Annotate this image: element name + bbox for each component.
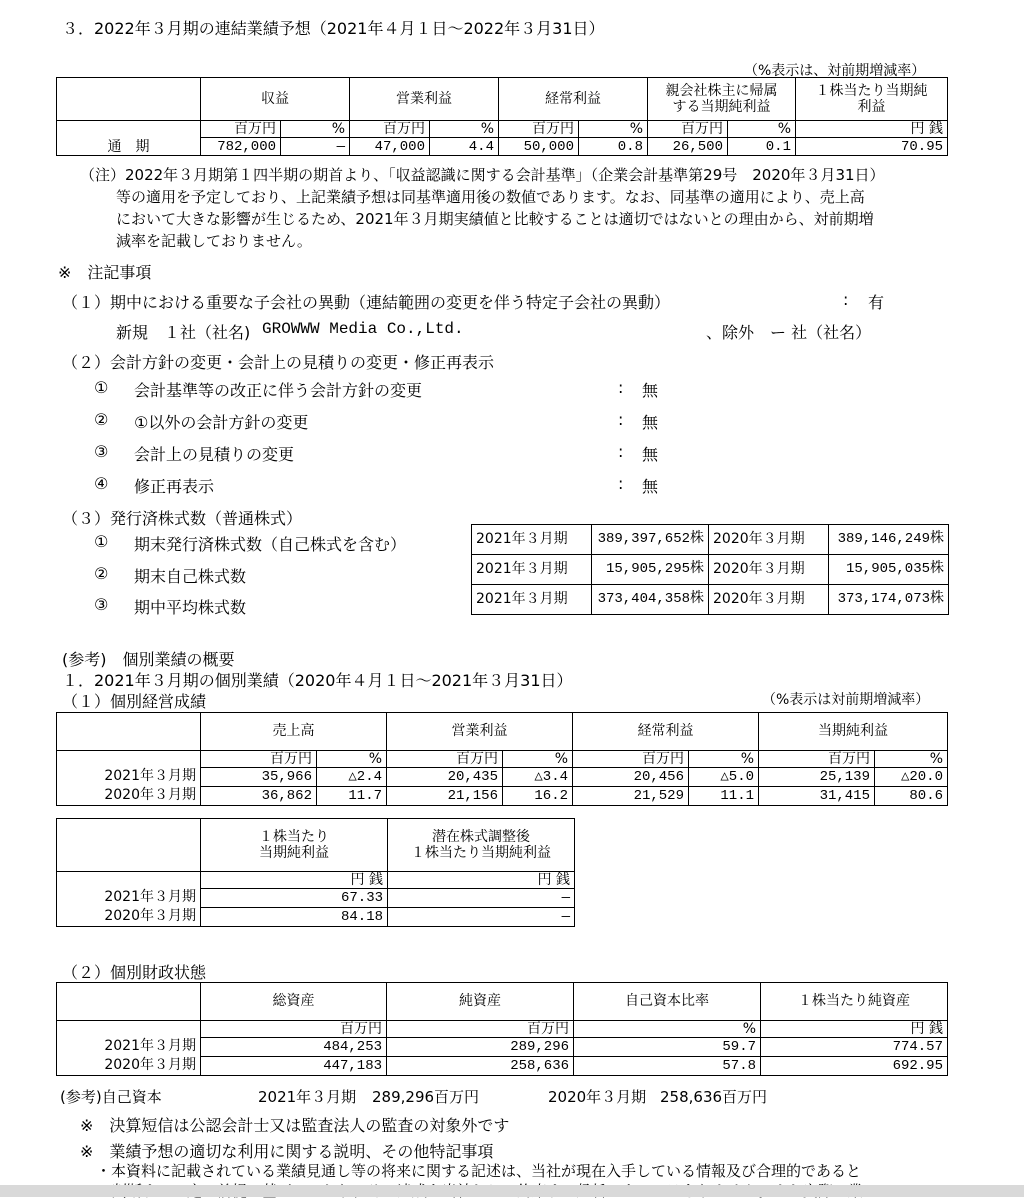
unit-cell: % [875,751,948,768]
forecast-header-net-income: 親会社株主に帰属 する当期純利益 [648,78,796,121]
value-cell: 31,415 [759,787,875,806]
forecast-title: ３．2022年３月期の連結業績予想（2021年４月１日～2022年３月31日） [62,19,605,38]
note-line: 減率を記載しておりません。 [116,232,312,250]
reference-sub2: （２）個別財政状態 [62,963,207,982]
value-cell: △3.4 [503,768,573,787]
notes-item3-num: ① [94,532,109,551]
forecast-pct-note: （%表示は、対前期増減率） [744,63,926,79]
notes-item2-num: ④ [94,474,109,493]
unit-cell: 円 銭 [761,1021,948,1038]
shares-period: 2021年３月期 [472,555,592,585]
shares-value: 373,404,358株 [592,585,709,615]
unit-cell: % [430,121,499,138]
reference-sub1: （１）個別経営成績 [62,692,207,711]
value-cell: 21,529 [573,787,689,806]
unit-cell: % [579,121,648,138]
value-cell: 0.1 [728,138,796,156]
reference-heading: (参考) 個別業績の概要 [62,650,235,669]
notes-item2-num: ③ [94,442,109,461]
value-cell: 11.1 [689,787,759,806]
shares-value: 15,905,035株 [829,555,949,585]
value-cell: 67.33 [201,889,388,908]
unit-cell: % [728,121,796,138]
operating-results-table [56,712,948,806]
forecast-note [80,164,885,252]
unit-cell: 百万円 [201,1021,387,1038]
reference-pct-note: （%表示は対前期増減率） [762,692,930,708]
value-cell: 50,000 [499,138,579,156]
unit-cell: 百万円 [387,751,503,768]
shares-period: 2020年３月期 [709,585,829,615]
equity-label: (参考)自己資本 [60,1088,162,1106]
eps-header-diluted: 潜在株式調整後 １株当たり当期純利益 [388,819,575,872]
shares-value: 389,397,652株 [592,525,709,555]
op-row-label: 2020年３月期 [104,787,196,804]
unit-cell: % [574,1021,761,1038]
note-line: において大きな影響が生じるため、2021年３月期実績値と比較することは適切ではないとの理由から、対前期増 [116,210,874,228]
unit-cell: 百万円 [387,1021,574,1038]
note-line: （注）2022年３月期第１四半期の期首より、「収益認識に関する会計基準」（企業会計基準第29号 2020年３月31日） [80,166,885,184]
footer-disclaimer-1: ・本資料に記載されている業績見通し等の将来に関する記述は、当社が現在入手している情報及び合理的であると [96,1162,862,1180]
unit-cell: % [281,121,350,138]
value-cell: 36,862 [201,787,317,806]
shares-value: 389,146,249株 [829,525,949,555]
fin-row-labels [57,1021,201,1076]
value-cell: 289,296 [387,1038,574,1057]
value-cell: 16.2 [503,787,573,806]
notes-item2-value: 無 [642,477,659,496]
eps-row-labels [57,872,201,927]
value-cell: ― [281,138,350,156]
notes-item2-value: 無 [642,445,659,464]
unit-cell: % [317,751,387,768]
op-row-label: 2021年３月期 [104,768,196,785]
notes-item1-excluded: 、除外 ー 社（社名） [706,323,872,342]
unit-cell: 円 銭 [796,121,948,138]
unit-cell: 円 銭 [201,872,388,889]
notes-item3-label: 期中平均株式数 [134,598,247,617]
reference-title: １．2021年３月期の個別業績（2020年４月１日～2021年３月31日） [62,671,573,690]
shares-period: 2021年３月期 [472,585,592,615]
notes-item2-label: 会計上の見積りの変更 [134,445,295,464]
op-header-blank [57,713,201,751]
value-cell: 25,139 [759,768,875,787]
unit-cell: 円 銭 [388,872,575,889]
value-cell: 11.7 [317,787,387,806]
notes-item2-title: （２）会計方針の変更・会計上の見積りの変更・修正再表示 [62,353,495,372]
notes-item2-label: 会計基準等の改正に伴う会計方針の変更 [134,381,423,400]
notes-item3-num: ③ [94,595,109,614]
forecast-header-operating-profit: 営業利益 [350,78,499,121]
financial-position-table [56,982,948,1076]
value-cell: ― [388,889,575,908]
notes-item2-colon: : [618,378,624,397]
value-cell: 84.18 [201,908,388,927]
unit-cell: % [503,751,573,768]
footer-audit-note: ※ 決算短信は公認会計士又は監査法人の監査の対象外です [80,1116,510,1135]
eps-header-blank [57,819,201,872]
shares-period: 2020年３月期 [709,555,829,585]
op-header-sales: 売上高 [201,713,387,751]
shares-table [471,524,949,615]
fin-header-blank [57,983,201,1021]
value-cell: 484,253 [201,1038,387,1057]
fin-row-label: 2021年３月期 [104,1038,196,1055]
op-header-net-income: 当期純利益 [759,713,948,751]
notes-item1-title: （１）期中における重要な子会社の異動（連結範囲の変更を伴う特定子会社の異動） [62,293,671,312]
value-cell: △2.4 [317,768,387,787]
value-cell: 47,000 [350,138,430,156]
shares-value: 15,905,295株 [592,555,709,585]
op-row-labels [57,751,201,806]
value-cell: ― [388,908,575,927]
notes-item3-title: （３）発行済株式数（普通株式） [62,509,303,528]
equity-value-2: 258,636百万円 [660,1088,768,1106]
value-cell: 20,435 [387,768,503,787]
forecast-header-eps: １株当たり当期純 利益 [796,78,948,121]
value-cell: 59.7 [574,1038,761,1057]
fin-header-net-assets: 純資産 [387,983,574,1021]
notes-item2-colon: : [618,410,624,429]
footer-forecast-heading: ※ 業績予想の適切な利用に関する説明、その他特記事項 [80,1142,494,1161]
notes-item2-num: ② [94,410,109,429]
value-cell: 70.95 [796,138,948,156]
notes-item1-value: 有 [868,293,885,312]
note-line: 等の適用を予定しており、上記業績予想は同基準適用後の数値であります。なお、同基準の適用により、売上高 [116,188,865,206]
value-cell: 4.4 [430,138,499,156]
notes-item2-value: 無 [642,413,659,432]
unit-cell: 百万円 [350,121,430,138]
notes-heading: ※ 注記事項 [58,263,152,282]
unit-cell: % [689,751,759,768]
value-cell: 57.8 [574,1057,761,1076]
value-cell: 774.57 [761,1038,948,1057]
notes-item1-new-company: GROWWW Media Co.,Ltd. [262,320,464,338]
scroll-shade [0,1185,1024,1197]
unit-cell: 百万円 [499,121,579,138]
notes-item3-num: ② [94,564,109,583]
shares-period: 2021年３月期 [472,525,592,555]
value-cell: △5.0 [689,768,759,787]
notes-item2-colon: : [618,442,624,461]
unit-cell: 百万円 [201,751,317,768]
notes-item1-colon: : [843,290,849,309]
shares-value: 373,174,073株 [829,585,949,615]
forecast-row-label: 通 期 [57,121,201,156]
notes-item2-value: 無 [642,381,659,400]
value-cell: △20.0 [875,768,948,787]
equity-value-1: 289,296百万円 [372,1088,480,1106]
value-cell: 35,966 [201,768,317,787]
value-cell: 782,000 [201,138,281,156]
value-cell: 447,183 [201,1057,387,1076]
op-header-ordinary-profit: 経常利益 [573,713,759,751]
value-cell: 0.8 [579,138,648,156]
forecast-header-ordinary-profit: 経常利益 [499,78,648,121]
value-cell: 692.95 [761,1057,948,1076]
eps-row-label: 2020年３月期 [104,908,196,925]
shares-period: 2020年３月期 [709,525,829,555]
value-cell: 80.6 [875,787,948,806]
forecast-header-revenue: 収益 [201,78,350,121]
value-cell: 258,636 [387,1057,574,1076]
notes-item3-label: 期末発行済株式数（自己株式を含む） [134,535,407,554]
equity-period-2: 2020年３月期 [548,1088,647,1106]
notes-item3-label: 期末自己株式数 [134,567,247,586]
value-cell: 26,500 [648,138,728,156]
notes-item1-new-label: 新規 １社（社名) [116,323,251,342]
eps-row-label: 2021年３月期 [104,889,196,906]
forecast-header-blank [57,78,201,121]
eps-header-basic: １株当たり 当期純利益 [201,819,388,872]
value-cell: 21,156 [387,787,503,806]
notes-item2-label: 修正再表示 [134,477,215,496]
fin-row-label: 2020年３月期 [104,1057,196,1074]
unit-cell: 百万円 [201,121,281,138]
equity-period-1: 2021年３月期 [258,1088,357,1106]
fin-header-total-assets: 総資産 [201,983,387,1021]
notes-item2-colon: : [618,474,624,493]
fin-header-equity-ratio: 自己資本比率 [574,983,761,1021]
fin-header-bps: １株当たり純資産 [761,983,948,1021]
unit-cell: 百万円 [759,751,875,768]
unit-cell: 百万円 [573,751,689,768]
unit-cell: 百万円 [648,121,728,138]
eps-table [56,818,575,927]
value-cell: 20,456 [573,768,689,787]
notes-item2-num: ① [94,378,109,397]
op-header-operating-profit: 営業利益 [387,713,573,751]
notes-item2-label: ①以外の会計方針の変更 [134,413,309,432]
forecast-table [56,77,948,156]
